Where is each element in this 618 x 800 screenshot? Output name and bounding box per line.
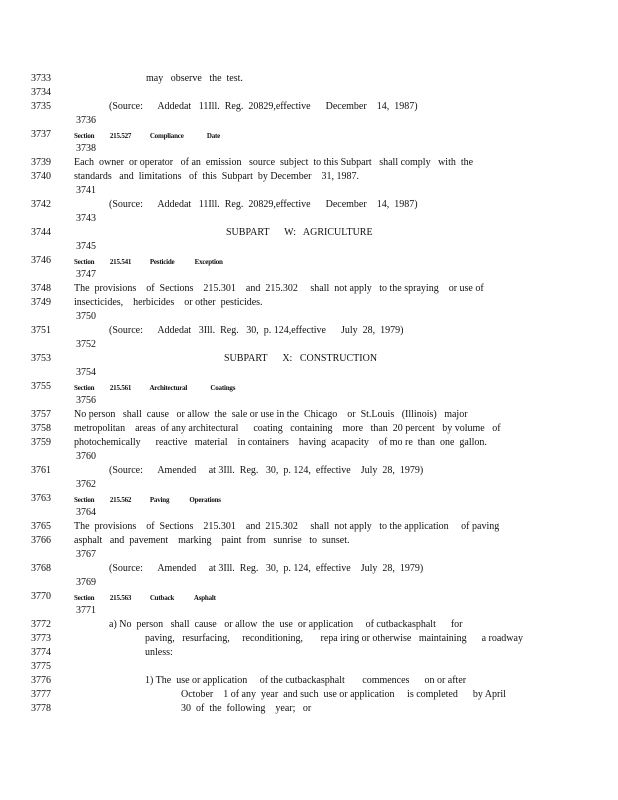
line-number: 3738 <box>76 143 96 154</box>
line-number: 3769 <box>76 577 96 588</box>
body-text-line: The provisions of Sections 215.301 and 215.302 shall not apply to the application of paving <box>74 521 500 532</box>
line-number: 3734 <box>31 87 51 98</box>
body-text-line: standards and limitations of this Subpart by December 31, 1987. <box>74 171 359 182</box>
section-heading: Section 215.527 Compliance Date <box>74 132 221 140</box>
line-number: 3737 <box>31 129 51 140</box>
section-heading: Section 215.563 Cutback Asphalt <box>74 594 216 602</box>
line-number: 3744 <box>31 227 51 238</box>
line-number: 3742 <box>31 199 51 210</box>
line-number: 3746 <box>31 255 51 266</box>
line-number: 3767 <box>76 549 96 560</box>
line-number: 3768 <box>31 563 51 574</box>
section-heading: Section 215.561 Architectural Coatings <box>74 384 236 392</box>
line-number: 3736 <box>76 115 96 126</box>
line-number: 3753 <box>31 353 51 364</box>
line-number: 3763 <box>31 493 51 504</box>
source-note: (Source: Addedat 11Ill. Reg. 20829,effective December 14, 1987) <box>109 199 418 210</box>
line-number: 3752 <box>76 339 96 350</box>
line-number: 3775 <box>31 661 51 672</box>
line-number: 3778 <box>31 703 51 714</box>
line-number: 3774 <box>31 647 51 658</box>
body-text-line: asphalt and pavement marking paint from sunrise to sunset. <box>74 535 350 546</box>
line-number: 3766 <box>31 535 51 546</box>
line-number: 3751 <box>31 325 51 336</box>
section-heading: Section 215.562 Paving Operations <box>74 496 221 504</box>
body-text-line: insecticides, herbicides or other pesticides. <box>74 297 263 308</box>
line-number: 3764 <box>76 507 96 518</box>
line-number: 3772 <box>31 619 51 630</box>
body-text-line: photochemically reactive material in containers having acapacity of mo re than one gallon. <box>74 437 487 448</box>
line-number: 3761 <box>31 465 51 476</box>
line-number: 3754 <box>76 367 96 378</box>
line-number: 3755 <box>31 381 51 392</box>
body-text-line: a) No person shall cause or allow the use or application of cutbackasphalt for <box>109 619 463 630</box>
line-number: 3756 <box>76 395 96 406</box>
line-number: 3740 <box>31 171 51 182</box>
line-number: 3739 <box>31 157 51 168</box>
body-text-line: may observe the test. <box>146 73 243 84</box>
line-number: 3760 <box>76 451 96 462</box>
body-text-line: metropolitan areas of any architectural coating containing more than 20 percent by volume of <box>74 423 501 434</box>
subpart-heading: SUBPART X: CONSTRUCTION <box>224 353 378 364</box>
body-text-line: paving, resurfacing, reconditioning, repa iring or otherwise maintaining a roadway <box>145 633 523 644</box>
subpart-heading: SUBPART W: AGRICULTURE <box>226 227 373 238</box>
body-text-line: 30 of the following year; or <box>181 703 312 714</box>
line-number: 3735 <box>31 101 51 112</box>
line-number: 3770 <box>31 591 51 602</box>
section-heading: Section 215.541 Pesticide Exception <box>74 258 223 266</box>
line-number: 3762 <box>76 479 96 490</box>
line-number: 3750 <box>76 311 96 322</box>
line-number: 3757 <box>31 409 51 420</box>
line-number: 3758 <box>31 423 51 434</box>
body-text-line: No person shall cause or allow the sale or use in the Chicago or St.Louis (Illinois) major <box>74 409 468 420</box>
line-number: 3765 <box>31 521 51 532</box>
source-note: (Source: Amended at 3Ill. Reg. 30, p. 124, effective July 28, 1979) <box>109 465 424 476</box>
line-number: 3777 <box>31 689 51 700</box>
line-number: 3749 <box>31 297 51 308</box>
line-number: 3743 <box>76 213 96 224</box>
line-number: 3741 <box>76 185 96 196</box>
body-text-line: unless: <box>145 647 173 658</box>
body-text-line: 1) The use or application of the cutbackasphalt commences on or after <box>145 675 467 686</box>
body-text-line: Each owner or operator of an emission source subject to this Subpart shall comply with the <box>74 157 474 168</box>
source-note: (Source: Addedat 3Ill. Reg. 30, p. 124,effective July 28, 1979) <box>109 325 404 336</box>
source-note: (Source: Addedat 11Ill. Reg. 20829,effective December 14, 1987) <box>109 101 418 112</box>
source-note: (Source: Amended at 3Ill. Reg. 30, p. 124, effective July 28, 1979) <box>109 563 424 574</box>
line-number: 3776 <box>31 675 51 686</box>
line-number: 3745 <box>76 241 96 252</box>
line-number: 3771 <box>76 605 96 616</box>
line-number: 3733 <box>31 73 51 84</box>
line-number: 3747 <box>76 269 96 280</box>
line-number: 3773 <box>31 633 51 644</box>
line-number: 3748 <box>31 283 51 294</box>
body-text-line: The provisions of Sections 215.301 and 215.302 shall not apply to the spraying or use of <box>74 283 484 294</box>
line-number: 3759 <box>31 437 51 448</box>
body-text-line: October 1 of any year and such use or application is completed by April <box>181 689 506 700</box>
